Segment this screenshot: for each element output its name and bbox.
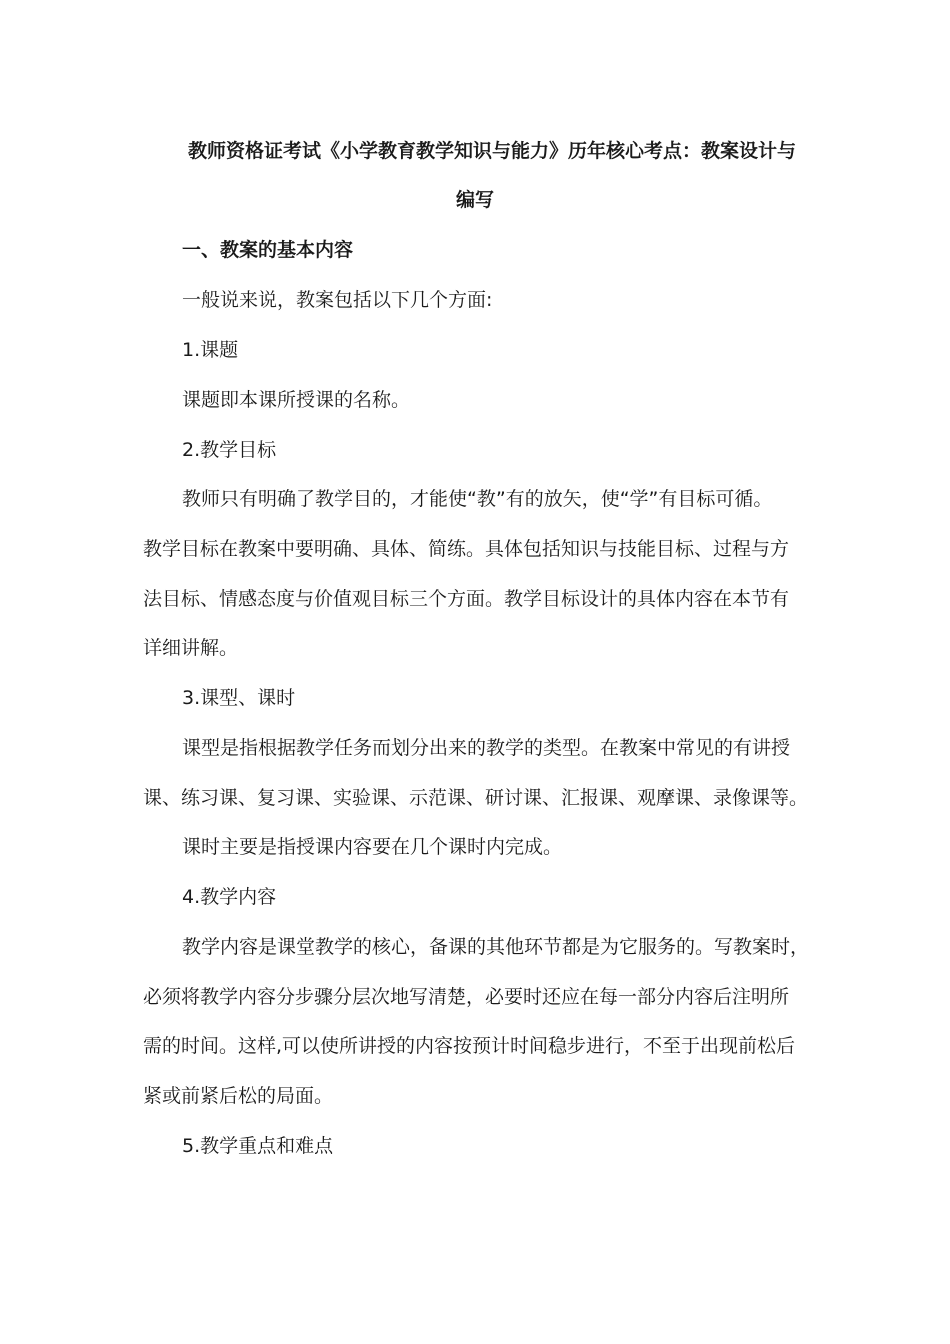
document-title-line1: 教师资格证考试《小学教育教学知识与能力》历年核心考点：教案设计与: [188, 140, 797, 162]
item-heading-topic: 1.课题: [182, 339, 239, 361]
objectives-line: 法目标、情感态度与价值观目标三个方面。教学目标设计的具体内容在本节有: [143, 588, 790, 610]
objectives-line: 教师只有明确了教学目的，才能使“教”有的放矢，使“学”有目标可循。: [182, 488, 773, 510]
item-heading-content: 4.教学内容: [182, 886, 277, 908]
lesson-type-line: 课型是指根据教学任务而划分出来的教学的类型。在教案中常见的有讲授: [182, 737, 791, 759]
item-text-topic: 课题即本课所授课的名称。: [182, 389, 411, 411]
content-line: 需的时间。这样,可以使所讲授的内容按预计时间稳步进行，不至于出现前松后: [143, 1035, 796, 1057]
intro-paragraph: 一般说来说，教案包括以下几个方面:: [182, 289, 493, 311]
item-heading-lesson-type: 3.课型、课时: [182, 687, 296, 709]
document-title-line2: 编写: [455, 189, 494, 211]
objectives-line: 详细讲解。: [143, 637, 239, 659]
item-heading-key-points: 5.教学重点和难点: [182, 1135, 334, 1157]
content-line: 紧或前紧后松的局面。: [143, 1085, 334, 1107]
lesson-type-line: 课、练习课、复习课、实验课、示范课、研讨课、汇报课、观摩课、录像课等。: [143, 787, 809, 809]
content-line: 必须将教学内容分步骤分层次地写清楚，必要时还应在每一部分内容后注明所: [143, 986, 790, 1008]
section-heading: 一、教案的基本内容: [182, 239, 354, 261]
content-line: 教学内容是课堂教学的核心，备课的其他环节都是为它服务的。写教案时，: [182, 936, 810, 958]
item-heading-objectives: 2.教学目标: [182, 439, 277, 461]
lesson-hours-line: 课时主要是指授课内容要在几个课时内完成。: [182, 836, 563, 858]
objectives-line: 教学目标在教案中要明确、具体、简练。具体包括知识与技能目标、过程与方: [143, 538, 790, 560]
